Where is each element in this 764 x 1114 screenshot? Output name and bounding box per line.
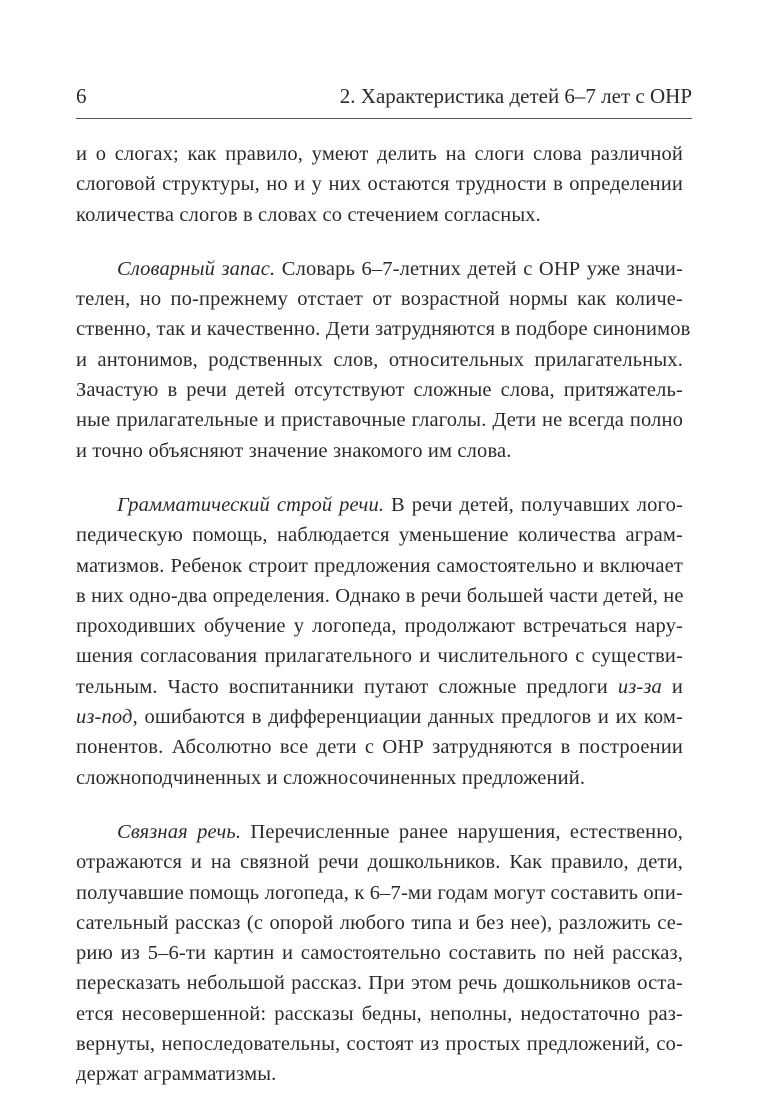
header-rule [76, 118, 692, 119]
text-line: отражаются и на связной речи дошкольников. Как правило, дети, [76, 851, 683, 874]
text-line: пересказать небольшой рассказ. При этом речь дошкольников оста- [76, 972, 683, 995]
text-run: и [661, 675, 683, 698]
text-line: матизмов. Ребенок строит предложения самостоятельно и включает [76, 554, 683, 577]
text-line: Зачастую в речи детей отсутствуют сложные слова, притяжатель- [76, 379, 683, 402]
body-text [76, 139, 691, 1114]
text-line: сательный рассказ (с опорой любого типа и без нее), разложить се- [76, 911, 683, 934]
text-line: шения согласования прилагательного и числительного с существи- [76, 645, 683, 668]
text-line: ные прилагательные и приставочные глаголы. Дети не всегда полно [76, 409, 683, 432]
text-line: и о слогах; как правило, умеют делить на слоги слова различной [76, 143, 683, 165]
text-line: понентов. Абсолютно все дети с ОНР затрудняются в построении [76, 736, 683, 759]
paragraph-syllables [76, 139, 683, 230]
text-line: телен, но по-прежнему отстает от возрастной нормы как количе- [76, 288, 683, 311]
text-line: сложноподчиненных и сложносочиненных предложений. [76, 766, 586, 789]
text-run: В речи детей, получавших лого- [384, 493, 683, 516]
text-line: держат аграмматизмы. [76, 1063, 277, 1086]
section-lead: Словарный запас. [117, 257, 276, 280]
text-line: получавшие помощь логопеда, к 6–7-ми годам могут составить опи- [76, 881, 683, 904]
text-line: вернуты, непоследовательны, состоят из простых предложений, со- [76, 1033, 683, 1056]
text-line [76, 672, 683, 702]
section-lead: Связная речь. [117, 820, 242, 843]
text-line: рию из 5–6-ти картин и самостоятельно составить по ней рассказ, [76, 942, 683, 965]
paragraph-coherent-speech [76, 817, 683, 1090]
text-line: слоговой структуры, но и у них остаются трудности в определении [76, 173, 683, 196]
text-line [76, 254, 683, 284]
text-line [76, 490, 683, 520]
text-line: и точно объясняют значение знакомого им слова. [76, 439, 512, 462]
text-line: проходивших обучение у логопеда, продолжают встречаться нару- [76, 615, 683, 638]
page-number: 6 [76, 84, 87, 108]
text-line [76, 702, 683, 732]
text-line: ется несовершенной: рассказы бедны, неполны, недостаточно раз- [76, 1002, 683, 1025]
italic-term: из-за [617, 675, 662, 698]
text-line: количества слогов в словах со стечением согласных. [76, 203, 541, 226]
chapter-title: 2. Характеристика детей 6–7 лет с ОНР [339, 84, 692, 108]
paragraph-grammar [76, 490, 683, 793]
text-line: ственно, так и качественно. Дети затрудняются в подборе синонимов [76, 318, 691, 341]
section-lead: Грамматический строй речи. [117, 493, 385, 516]
text-run: тельным. Часто воспитанники путают сложные предлоги [76, 675, 618, 698]
text-line [76, 817, 683, 847]
text-line: в них одно-два определения. Однако в речи большей части детей, не [76, 584, 684, 607]
paragraph-vocabulary [76, 254, 691, 466]
text-run: Перечисленные ранее нарушения, естественно, [241, 820, 683, 843]
text-line: педическую помощь, наблюдается уменьшение количества аграм- [76, 524, 683, 547]
text-run: Словарь 6–7-летних детей с ОНР уже значи- [275, 257, 683, 280]
text-run: , ошибаются в дифференциации данных предлогов и их ком- [132, 706, 683, 729]
text-line: и антонимов, родственных слов, относительных прилагательных. [76, 348, 683, 371]
italic-term: из-под [76, 706, 133, 729]
